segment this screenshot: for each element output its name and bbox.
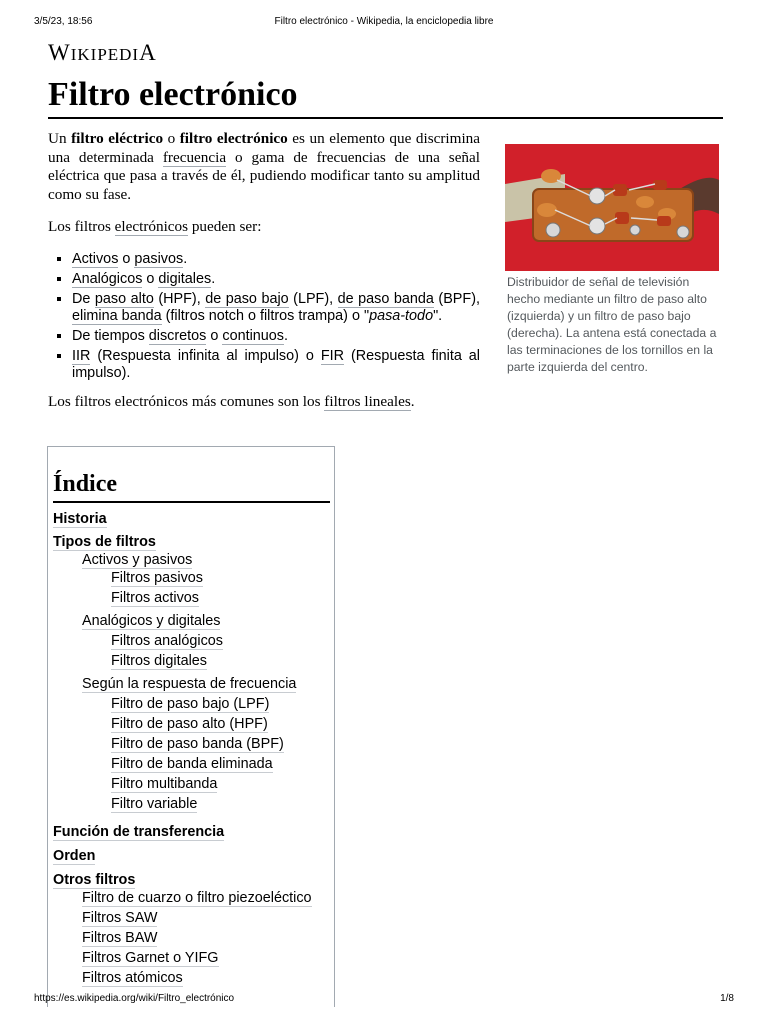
list-text: o <box>206 327 223 344</box>
link-paso-alto[interactable]: paso alto <box>94 290 154 307</box>
toc-label: Filtro de banda eliminada <box>111 756 273 772</box>
list-text: De tiempos <box>72 327 149 344</box>
list-text: (filtros notch o filtros trampa) o " <box>161 307 370 324</box>
intro-text: es un elemento que discrimina una determinada <box>48 130 481 166</box>
toc-label: Otros filtros <box>53 872 136 888</box>
toc-item[interactable] <box>53 908 312 928</box>
toc-item[interactable] <box>53 794 312 814</box>
toc-label: Filtros activos <box>111 590 199 606</box>
toc-label: Según la respuesta de frecuencia <box>82 676 297 692</box>
wikipedia-wordmark[interactable] <box>48 40 157 66</box>
toc-item[interactable] <box>53 509 312 529</box>
types-intro-text: Los filtros <box>48 218 115 235</box>
page-title: Filtro electrónico <box>48 76 298 113</box>
list-text: (LPF), <box>288 290 338 307</box>
toc-item[interactable] <box>53 588 312 608</box>
types-intro-text: pueden ser: <box>188 218 262 235</box>
table-of-contents <box>47 446 335 1007</box>
toc-item[interactable] <box>53 754 312 774</box>
toc-item[interactable] <box>53 846 312 866</box>
link-digitales[interactable]: digitales <box>158 270 212 287</box>
toc-label: Filtro de paso alto (HPF) <box>111 716 268 732</box>
toc-label: Filtro de cuarzo o filtro piezoeléctico <box>82 890 312 906</box>
intro-paragraph <box>48 130 480 204</box>
toc-label: Filtro de paso banda (BPF) <box>111 736 284 752</box>
closing-text: Los filtros electrónicos más comunes son los <box>48 392 325 410</box>
link-activos[interactable]: Activos <box>72 250 119 267</box>
toc-label: Filtro multibanda <box>111 776 218 792</box>
toc-label: Filtros BAW <box>82 930 158 946</box>
wordmark-w: W <box>48 40 71 65</box>
toc-label: Filtros analógicos <box>111 633 223 649</box>
link-elimina-banda[interactable]: elimina banda <box>72 307 162 324</box>
toc-item[interactable] <box>53 822 312 842</box>
intro-text: o <box>163 130 180 147</box>
toc-label: Activos y pasivos <box>82 552 193 568</box>
toc-label: Historia <box>53 511 107 527</box>
toc-label: Función de transferencia <box>53 824 225 840</box>
toc-item[interactable] <box>53 674 312 694</box>
print-datetime: 3/5/23, 18:56 <box>34 16 93 27</box>
bold-term-electrico: filtro eléctrico <box>71 130 164 147</box>
link-filtros-lineales[interactable]: filtros lineales <box>324 392 411 410</box>
article-body <box>48 130 480 411</box>
intro-text: Un <box>48 130 72 147</box>
toc-label: Filtro variable <box>111 796 198 812</box>
list-text: (Respuesta infinita al impulso) o <box>90 347 321 364</box>
toc-item[interactable] <box>53 611 312 631</box>
toc-item[interactable] <box>53 714 312 734</box>
link-electronicos[interactable]: electrónicos <box>114 218 189 235</box>
italic-pasa-todo: pasa-todo <box>369 307 434 324</box>
filter-circuit-photo[interactable] <box>505 144 719 271</box>
toc-label: Filtro de paso bajo (LPF) <box>111 696 270 712</box>
list-text: (BPF), <box>433 290 480 307</box>
title-divider <box>48 117 723 119</box>
link-discretos[interactable]: discretos <box>148 327 207 344</box>
toc-item[interactable] <box>53 734 312 754</box>
toc-item[interactable] <box>53 870 312 890</box>
toc-label: Tipos de filtros <box>53 534 156 550</box>
list-text: De <box>72 290 95 307</box>
toc-item[interactable] <box>53 948 312 968</box>
link-iir[interactable]: IIR <box>72 347 91 364</box>
closing-text: . <box>410 392 415 410</box>
list-text: (HPF), <box>153 290 206 307</box>
wordmark-a: A <box>139 40 157 65</box>
toc-item[interactable] <box>53 568 312 588</box>
toc-label: Analógicos y digitales <box>82 613 221 629</box>
intro-text: o gama de frecuencias de una señal eléctrica que pasa a través de él, pudiendo modificar tanto su amplitud como su fase. <box>48 148 480 203</box>
filter-types-list <box>48 251 480 382</box>
toc-item[interactable] <box>53 888 312 908</box>
toc-label: Filtros pasivos <box>111 570 203 586</box>
print-page-title: Filtro electrónico - Wikipedia, la enciclopedia libre <box>274 16 494 27</box>
toc-label: Filtros SAW <box>82 910 158 926</box>
list-text: ". <box>433 307 443 324</box>
circuit-illustration <box>505 144 719 271</box>
toc-item[interactable] <box>53 631 312 651</box>
toc-label: Orden <box>53 848 96 864</box>
infobox <box>505 144 719 376</box>
print-page-number: 1/8 <box>720 993 734 1004</box>
list-item <box>72 348 480 382</box>
link-analogicos[interactable]: Analógicos <box>72 270 143 287</box>
toc-item[interactable] <box>53 651 312 671</box>
toc-list <box>53 509 312 988</box>
toc-item[interactable] <box>53 928 312 948</box>
list-text: (Respuesta finita al impulso). <box>72 347 481 381</box>
toc-label: Filtros atómicos <box>82 970 183 986</box>
bold-term-electronico: filtro electrónico <box>179 130 288 147</box>
list-item <box>72 291 480 325</box>
print-url: https://es.wikipedia.org/wiki/Filtro_electrónico <box>34 993 235 1004</box>
infobox-caption: Distribuidor de señal de televisión hecho mediante un filtro de paso alto (izquierda) y un filtro de paso bajo (derecha). La antena está conectada a las terminaciones de los tornillos en la parte izquierda del centro. <box>507 275 717 374</box>
link-paso-bajo[interactable]: de paso bajo <box>205 290 289 307</box>
link-frecuencia[interactable]: frecuencia <box>162 148 227 166</box>
list-item <box>72 251 480 268</box>
wordmark-middle: IKIPEDI <box>70 45 140 64</box>
toc-item[interactable] <box>53 532 312 552</box>
link-fir[interactable]: FIR <box>320 347 344 364</box>
list-text: . <box>283 327 288 344</box>
link-continuos[interactable]: continuos <box>222 327 284 344</box>
link-paso-banda[interactable]: de paso banda <box>337 290 434 307</box>
toc-heading: Índice <box>53 469 330 503</box>
list-text: o <box>142 270 159 287</box>
list-item <box>72 328 480 345</box>
toc-item[interactable] <box>53 694 312 714</box>
toc-label: Filtros Garnet o YIFG <box>82 950 219 966</box>
toc-item[interactable] <box>53 968 312 988</box>
closing-paragraph <box>48 393 480 412</box>
list-text: . <box>183 250 188 267</box>
link-pasivos[interactable]: pasivos <box>134 250 184 267</box>
list-text: . <box>211 270 216 287</box>
toc-label: Filtros digitales <box>111 653 207 669</box>
list-text: o <box>118 250 135 267</box>
toc-item[interactable] <box>53 550 312 570</box>
types-intro <box>48 218 480 237</box>
list-item <box>72 271 480 288</box>
toc-item[interactable] <box>53 774 312 794</box>
